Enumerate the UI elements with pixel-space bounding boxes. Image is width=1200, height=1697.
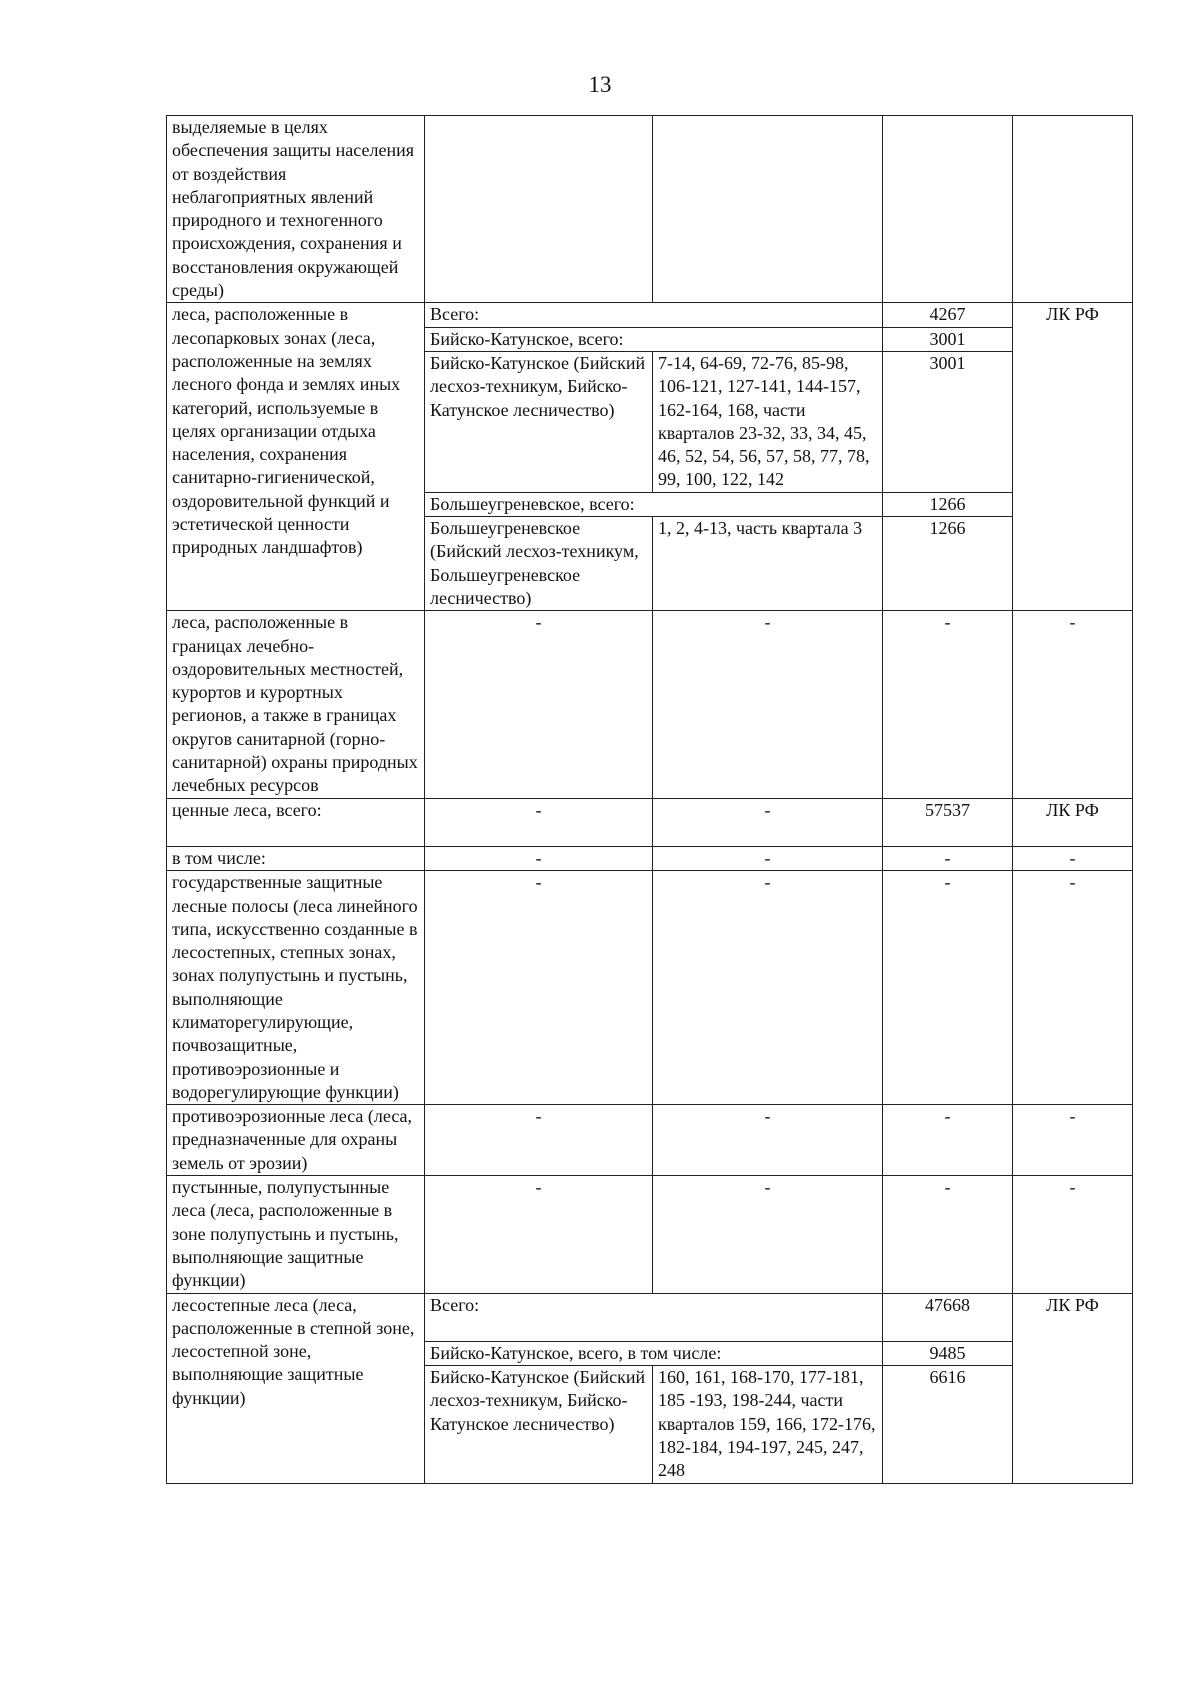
- table-row: [167, 846, 1133, 870]
- table-row: [167, 611, 1133, 798]
- table-row: [167, 1105, 1133, 1176]
- table-row: [167, 1176, 1133, 1293]
- dash-cell: -: [883, 1105, 1013, 1176]
- category-cell: выделяемые в целях обеспечения защиты населения от воздействия неблагоприятных явлений природного и техногенного происхождения, сохранения и восстановления окружающей среды): [167, 116, 425, 303]
- quarters-list: 160, 161, 168-170, 177-181, 185 -193, 198-244, части кварталов 159, 166, 172-176, 182-184, 194-197, 245, 247, 248: [653, 1366, 883, 1483]
- area-value: 6616: [883, 1366, 1013, 1483]
- dash-cell: -: [883, 611, 1013, 798]
- category-cell: леса, расположенные в границах лечебно-оздоровительных местностей, курортов и курортных регионов, а также в границах округов санитарной (горно-санитарной) охраны природных лечебных ресурсов: [167, 611, 425, 798]
- subtotal-label: Большеугреневское, всего:: [425, 492, 883, 516]
- forest-categories-table: [166, 115, 1133, 1484]
- quarters-list: 1, 2, 4-13, часть квартала 3: [653, 517, 883, 611]
- dash-cell: -: [653, 871, 883, 1105]
- legal-basis: ЛК РФ: [1013, 303, 1133, 611]
- total-label: Всего:: [425, 303, 883, 327]
- dash-cell: -: [425, 611, 653, 798]
- legal-basis: ЛК РФ: [1013, 798, 1133, 846]
- dash-cell: -: [1013, 1105, 1133, 1176]
- dash-cell: -: [1013, 1176, 1133, 1293]
- subtotal-area: 9485: [883, 1341, 1013, 1365]
- dash-cell: -: [425, 798, 653, 846]
- category-cell: в том числе:: [167, 846, 425, 870]
- table-row: [167, 798, 1133, 846]
- forestry-name: Бийско-Катунское (Бийский лесхоз-техникум, Бийско-Катунское лесничество): [425, 351, 653, 492]
- dash-cell: -: [883, 1176, 1013, 1293]
- category-cell: государственные защитные лесные полосы (леса линейного типа, искусственно созданные в лесостепных, степных зонах, зонах полупустынь и пустынь, выполняющие климаторегулирующие, почвозащитные, противоэрозионные и водорегулирующие функции): [167, 871, 425, 1105]
- dash-cell: -: [653, 846, 883, 870]
- dash-cell: -: [883, 871, 1013, 1105]
- subtotal-label: Бийско-Катунское, всего:: [425, 327, 883, 351]
- dash-cell: -: [425, 1176, 653, 1293]
- total-area: 47668: [883, 1293, 1013, 1341]
- table-row: [167, 116, 1133, 303]
- quarters-list: 7-14, 64-69, 72-76, 85-98, 106-121, 127-141, 144-157, 162-164, 168, части кварталов 23-32, 33, 34, 45, 46, 52, 54, 56, 57, 58, 77, 78, 99, 100, 122, 142: [653, 351, 883, 492]
- page-number: 13: [588, 72, 612, 97]
- category-cell: леса, расположенные в лесопарковых зонах (леса, расположенные на землях лесного фонда и землях иных категорий, используемые в целях организации отдыха населения, сохранения санитарно-гигиенической, оздоровительной функций и эстетической ценности природных ландшафтов): [167, 303, 425, 611]
- category-cell: ценные леса, всего:: [167, 798, 425, 846]
- dash-cell: -: [883, 846, 1013, 870]
- dash-cell: -: [425, 871, 653, 1105]
- subtotal-label: Бийско-Катунское, всего, в том числе:: [425, 1341, 883, 1365]
- area-value: 3001: [883, 351, 1013, 492]
- subtotal-area: 1266: [883, 492, 1013, 516]
- dash-cell: -: [425, 1105, 653, 1176]
- dash-cell: -: [425, 846, 653, 870]
- dash-cell: -: [653, 798, 883, 846]
- dash-cell: -: [653, 1176, 883, 1293]
- dash-cell: -: [1013, 846, 1133, 870]
- category-cell: пустынные, полупустынные леса (леса, расположенные в зоне полупустынь и пустынь, выполняющие защитные функции): [167, 1176, 425, 1293]
- dash-cell: -: [1013, 611, 1133, 798]
- table-row: [167, 303, 1133, 327]
- forestry-name: Большеугреневское (Бийский лесхоз-техникум, Большеугреневское лесничество): [425, 517, 653, 611]
- category-cell: лесостепные леса (леса, расположенные в степной зоне, лесостепной зоне, выполняющие защитные функции): [167, 1293, 425, 1483]
- forestry-name: Бийско-Катунское (Бийский лесхоз-техникум, Бийско-Катунское лесничество): [425, 1366, 653, 1483]
- subtotal-area: 3001: [883, 327, 1013, 351]
- total-label: Всего:: [425, 1293, 883, 1341]
- dash-cell: -: [1013, 871, 1133, 1105]
- total-area: 4267: [883, 303, 1013, 327]
- dash-cell: -: [653, 1105, 883, 1176]
- table-row: [167, 1293, 1133, 1341]
- total-area: 57537: [883, 798, 1013, 846]
- legal-basis: ЛК РФ: [1013, 1293, 1133, 1483]
- category-cell: противоэрозионные леса (леса, предназначенные для охраны земель от эрозии): [167, 1105, 425, 1176]
- table-row: [167, 871, 1133, 1105]
- area-value: 1266: [883, 517, 1013, 611]
- dash-cell: -: [653, 611, 883, 798]
